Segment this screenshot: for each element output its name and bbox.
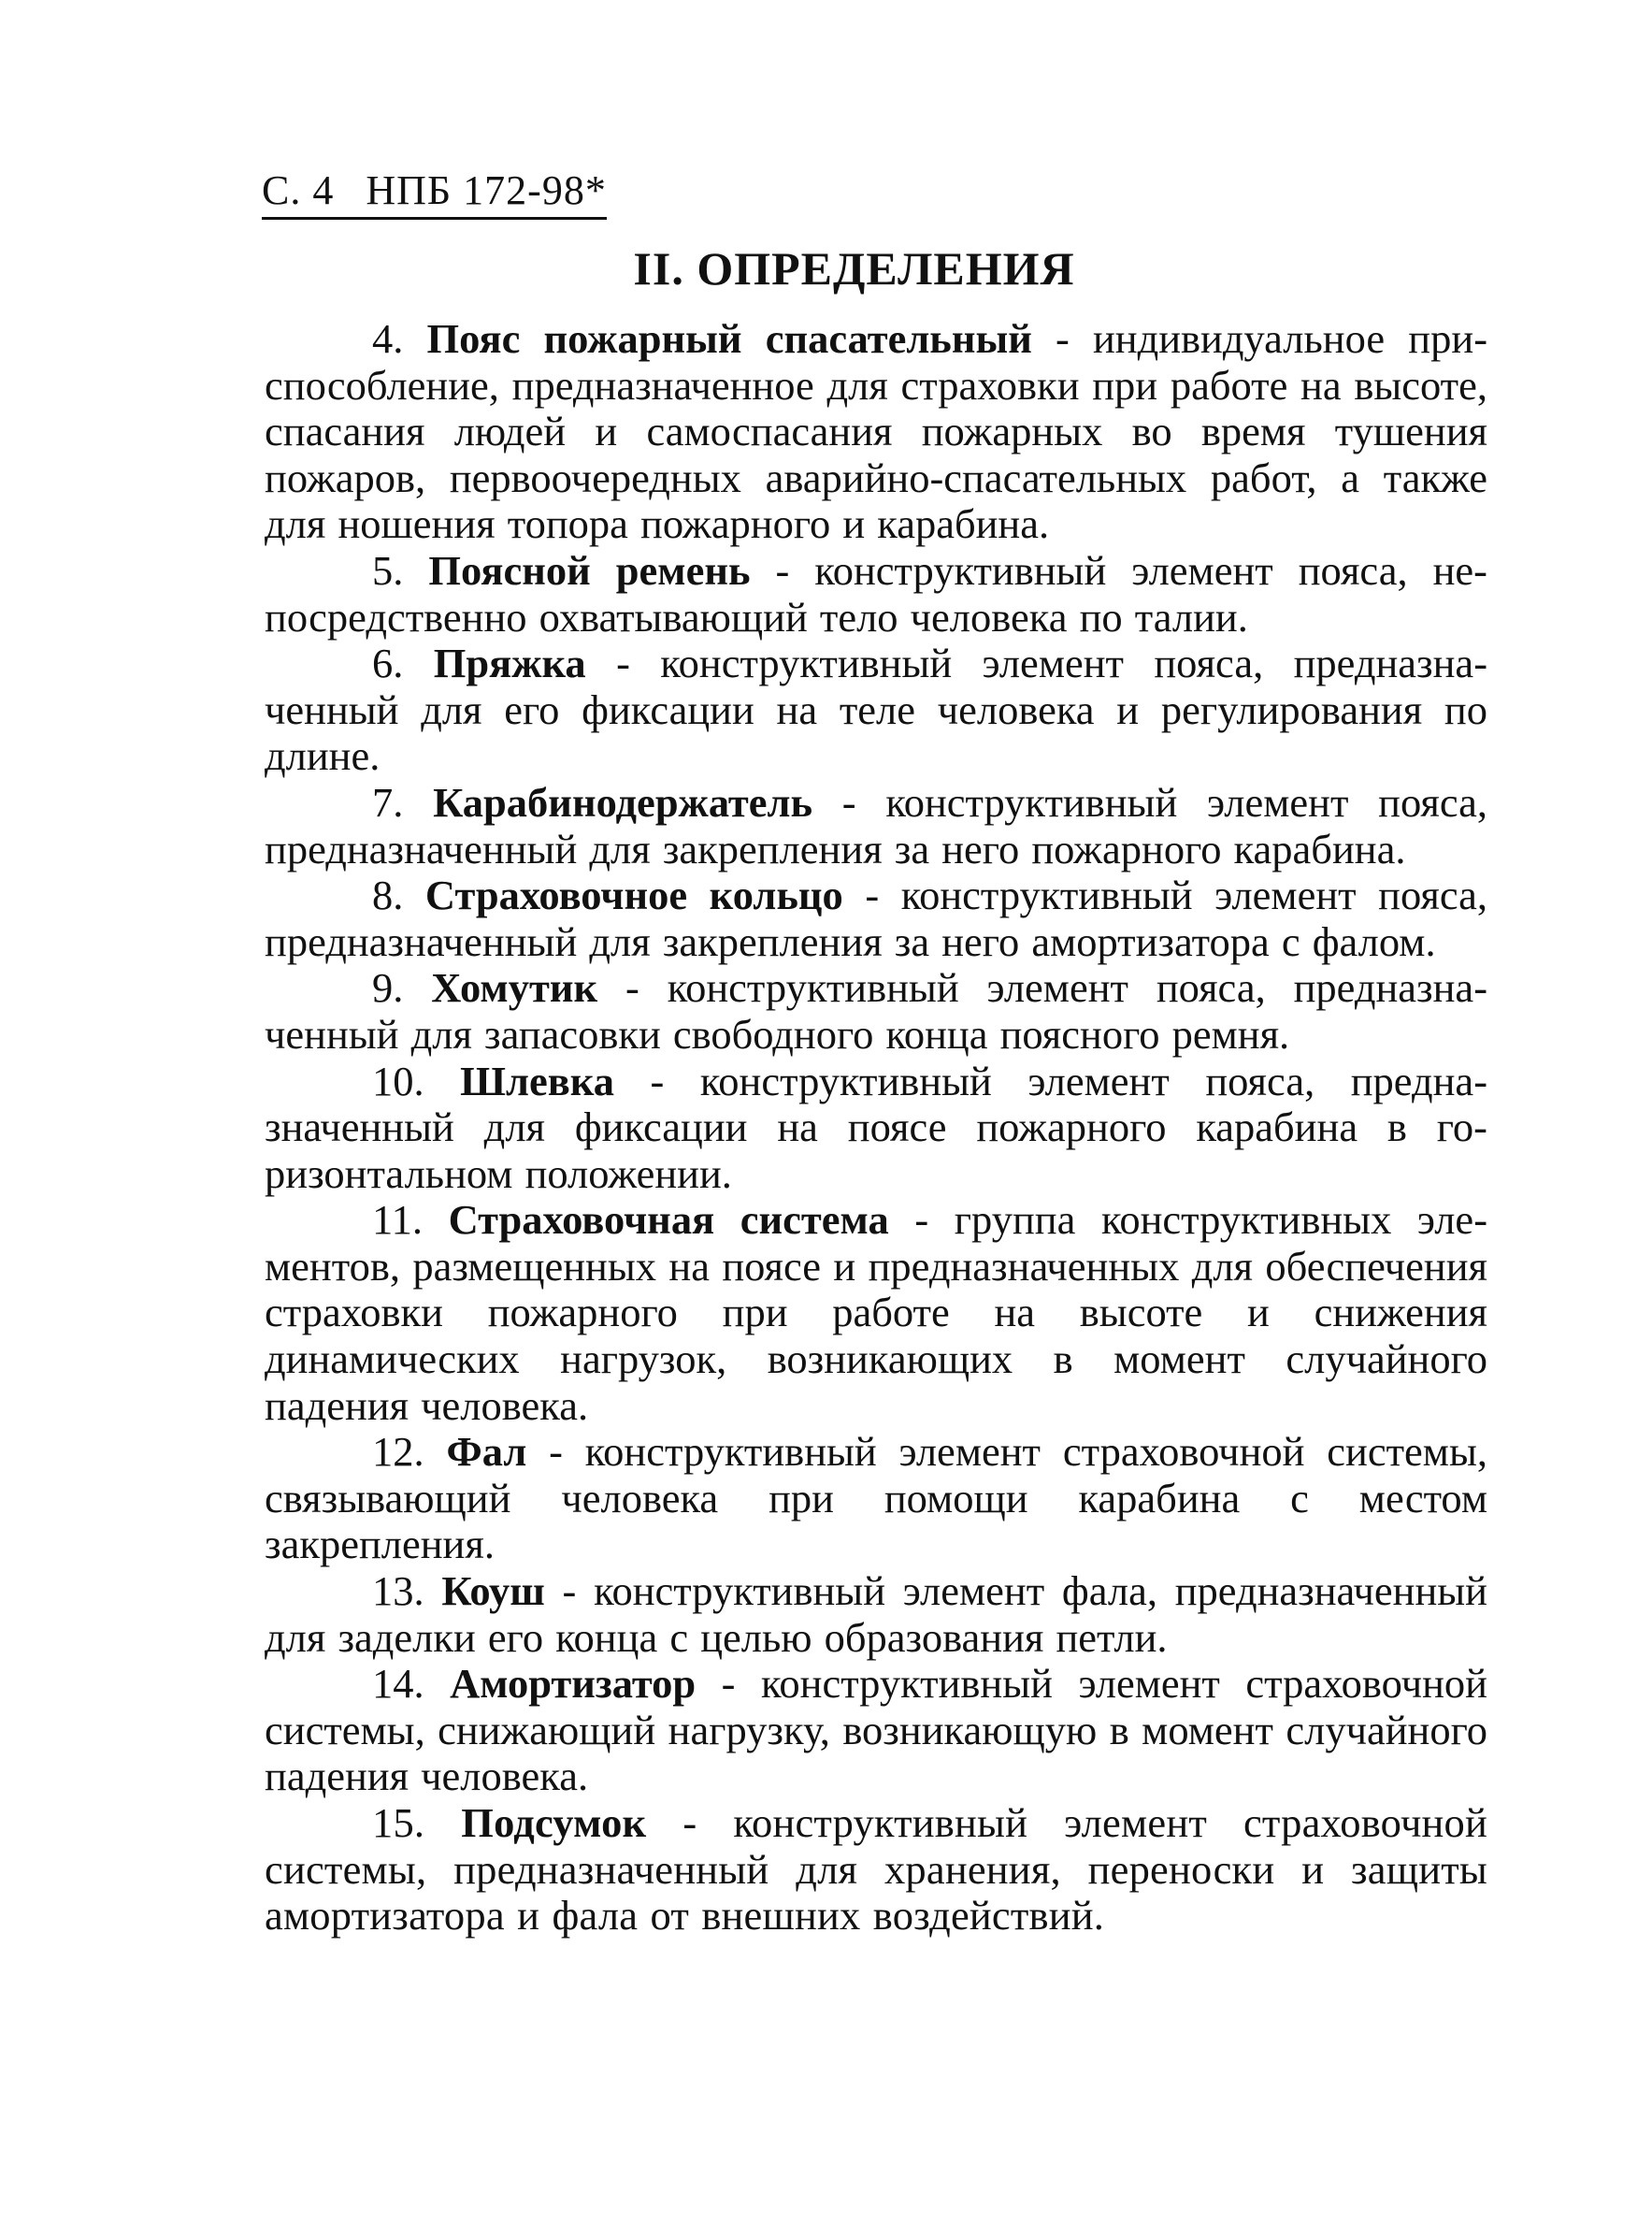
definition-item [265,641,1487,780]
definition-item [265,1568,1487,1661]
definition-number: 5. [372,546,404,594]
definition-term: Подсумок [461,1799,647,1846]
definition-term: Хомутик [431,964,598,1012]
definition-number: 9. [372,964,404,1012]
definition-number: 12. [372,1428,424,1476]
definition-number: 14. [372,1660,424,1708]
definition-number: 13. [372,1567,424,1615]
definition-term: Страховочное кольцо [424,872,843,919]
definition-number: 8. [372,872,404,919]
definition-text: - конструктивный элемент пояса, предназначенный для его фиксации на теле человека и регулирования по длине. [265,640,1488,780]
definition-term: Поясной ремень [428,546,751,594]
definition-number: 10. [372,1057,424,1104]
definition-item [265,548,1487,641]
page-number: С. 4 [262,167,335,213]
definition-term: Фал [446,1428,527,1476]
document-code: НПБ 172-98* [366,167,607,213]
definition-text: - индивидуальное приспособление, предназначенное для страховки при работе на высоте, спасания людей и самоспасания пожарных во время тушения пожаров, первоочередных аварийно-спасательных работ, а также для ношения топора пожарного и карабина. [265,315,1488,548]
definition-term: Пряжка [433,640,586,687]
definition-term: Шлевка [460,1057,615,1104]
definition-text: - группа конструктивных элементов, размещенных на поясе и предназначенных для обеспечения страховки пожарного при работе на высоте и снижения динамических нагрузок, возникающих в момент случайного падения человека. [265,1196,1488,1429]
definition-text: - конструктивный элемент пояса, предназначенный для фиксации на поясе пожарного карабина в горизонтальном положении. [265,1057,1488,1197]
definition-term: Страховочная система [448,1196,889,1244]
definition-item [265,316,1487,548]
definition-number: 6. [372,640,404,687]
definition-item [265,1429,1487,1568]
definition-item [265,1059,1487,1198]
definition-text: - конструктивный элемент фала, предназначенный для заделки его конца с целью образования петли. [265,1567,1487,1661]
definition-term: Коуш [441,1567,545,1615]
definition-item [265,780,1487,873]
definition-item [265,1800,1487,1940]
definition-text: - конструктивный элемент страховочной системы, предназначенный для хранения, переноски и защиты амортизатора и фала от внешних воздействий. [265,1799,1487,1940]
definition-item [265,965,1487,1058]
definition-item [265,1197,1487,1429]
definition-term: Пояс пожарный спасательный [426,315,1032,362]
definition-number: 11. [372,1196,423,1244]
definition-number: 4. [372,315,404,362]
definition-term: Карабинодержатель [433,778,813,826]
definition-item [265,1661,1487,1800]
definitions-list [265,316,1487,1940]
definition-item [265,873,1487,965]
definition-text: - конструктивный элемент пояса, предназначенный для запасовки свободного конца поясного ремня. [265,964,1488,1058]
definition-number: 15. [372,1799,425,1846]
definition-term: Амортизатор [450,1660,697,1708]
definition-text: - конструктивный элемент страховочной системы, снижающий нагрузку, возникающую в момент случайного падения человека. [265,1660,1487,1800]
definition-text: - конструктивный элемент пояса, предназначенный для закрепления за него амортизатора с фалом. [265,872,1487,965]
definition-text: - конструктивный элемент пояса, непосредственно охватывающий тело человека по талии. [265,546,1487,641]
running-header [262,166,607,220]
section-title: II. ОПРЕДЕЛЕНИЯ [633,242,1075,295]
definition-number: 7. [372,778,404,826]
definition-text: - конструктивный элемент пояса, предназначенный для закрепления за него пожарного карабина. [265,778,1488,873]
definition-text: - конструктивный элемент страховочной системы, связывающий человека при помощи карабина с местом закрепления. [265,1428,1487,1568]
